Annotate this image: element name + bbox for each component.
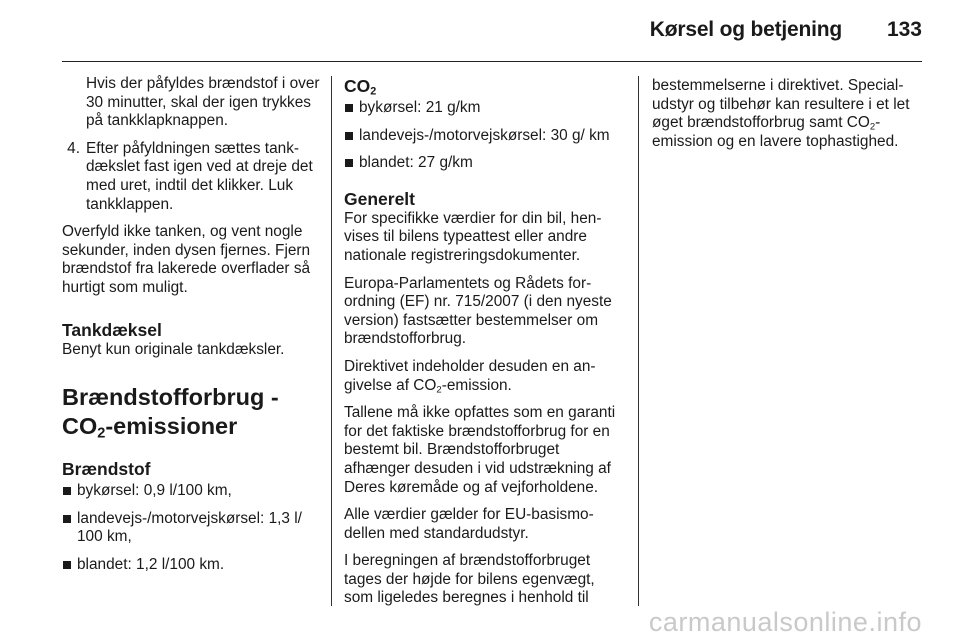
fuel-list <box>62 482 324 574</box>
col3-sub: 2 <box>869 121 876 133</box>
general-heading: Generelt <box>344 188 415 209</box>
section-title <box>62 383 324 441</box>
co2-heading-sub: 2 <box>370 85 377 98</box>
column-divider-1 <box>331 76 332 606</box>
step4 <box>62 140 324 214</box>
step4-number: 4. <box>67 139 80 157</box>
list-item: landevejs-/motorvejskørsel: 30 g/ km <box>344 127 622 146</box>
chapter-title: Kørsel og betjening <box>649 18 842 41</box>
co2-heading <box>344 76 622 97</box>
section-title-line1: Brændstofforbrug - <box>62 384 279 411</box>
column-divider-2 <box>638 76 639 606</box>
column-right <box>652 77 924 160</box>
co2-heading-main: CO <box>344 76 371 96</box>
general-paragraph-1: For specifikke værdier for din bil, henvises til bilens typeattest eller andre nationale registreringsdokumenter. <box>344 209 602 264</box>
list-item: landevejs-/motorvejskørsel: 1,3 l/ 100 km, <box>62 510 324 547</box>
p3-after: -emission. <box>441 376 512 394</box>
list-item: bykørsel: 21 g/km <box>344 99 622 118</box>
fuel-heading: Brændstof <box>62 459 151 480</box>
general-paragraph-3 <box>344 358 622 395</box>
col3-before: bestemmelserne i direktivet. Specialudstyr og tilbehør kan resultere i et let øget brændstofforbrug samt CO <box>652 77 910 132</box>
general-paragraph-2: Europa-Parlamentets og Rådets forordning (EF) nr. 715/2007 (i den nyeste version) fastsætter bestemmelser om brændstofforbrug. <box>344 274 612 348</box>
co2-list <box>344 99 622 173</box>
watermark: carmanualsonline.info <box>648 607 922 637</box>
column-left <box>62 75 324 584</box>
p3-before: Direktivet indeholder desuden en angivelse af CO <box>344 357 596 394</box>
page-number: 133 <box>886 18 922 41</box>
list-item: blandet: 1,2 l/100 km. <box>62 556 324 575</box>
column-middle <box>344 75 622 617</box>
tankcap-paragraph: Benyt kun originale tankdæksler. <box>62 340 285 358</box>
continued-paragraph <box>652 77 924 151</box>
step3-continued: Hvis der påfyldes brændstof i over 30 minutter, skal der igen trykkes på tankklapknappen. <box>86 75 320 130</box>
list-item: blandet: 27 g/km <box>344 154 622 173</box>
general-paragraph-6: I beregningen af brændstofforbruget tages der højde for bilens egenvægt, som ligeledes beregnes i henhold til <box>344 552 595 607</box>
section-title-sub: 2 <box>97 425 106 442</box>
general-paragraph-5: Alle værdier gælder for EU-basismodellen med standardudstyr. <box>344 506 594 542</box>
header-divider <box>62 61 922 62</box>
step4-text: Efter påfyldningen sættes tankdækslet fast igen ved at dreje det med uret, indtil det klikker. Luk tankklappen. <box>86 139 313 213</box>
p3-sub: 2 <box>436 383 442 395</box>
col3-after: -emission og en lavere tophastighed. <box>652 114 899 150</box>
section-title-line2: -emissioner <box>105 413 238 440</box>
overfill-paragraph: Overfyld ikke tanken, og vent nogle sekunder, inden dysen fjernes. Fjern brændstof fra lakerede overflader så hurtigt som muligt. <box>62 223 311 296</box>
general-paragraph-4: Tallene må ikke opfattes som en garanti for det faktiske brændstofforbrug for en bestemt bil. Brændstofforbruget afhænger desuden i vid udstrækning af Deres køremåde og af vejforholdene. <box>344 404 616 496</box>
list-item: bykørsel: 0,9 l/100 km, <box>62 482 324 501</box>
tankcap-heading: Tankdæksel <box>62 319 162 340</box>
page-header <box>0 0 960 62</box>
section-title-co: CO <box>62 413 98 440</box>
